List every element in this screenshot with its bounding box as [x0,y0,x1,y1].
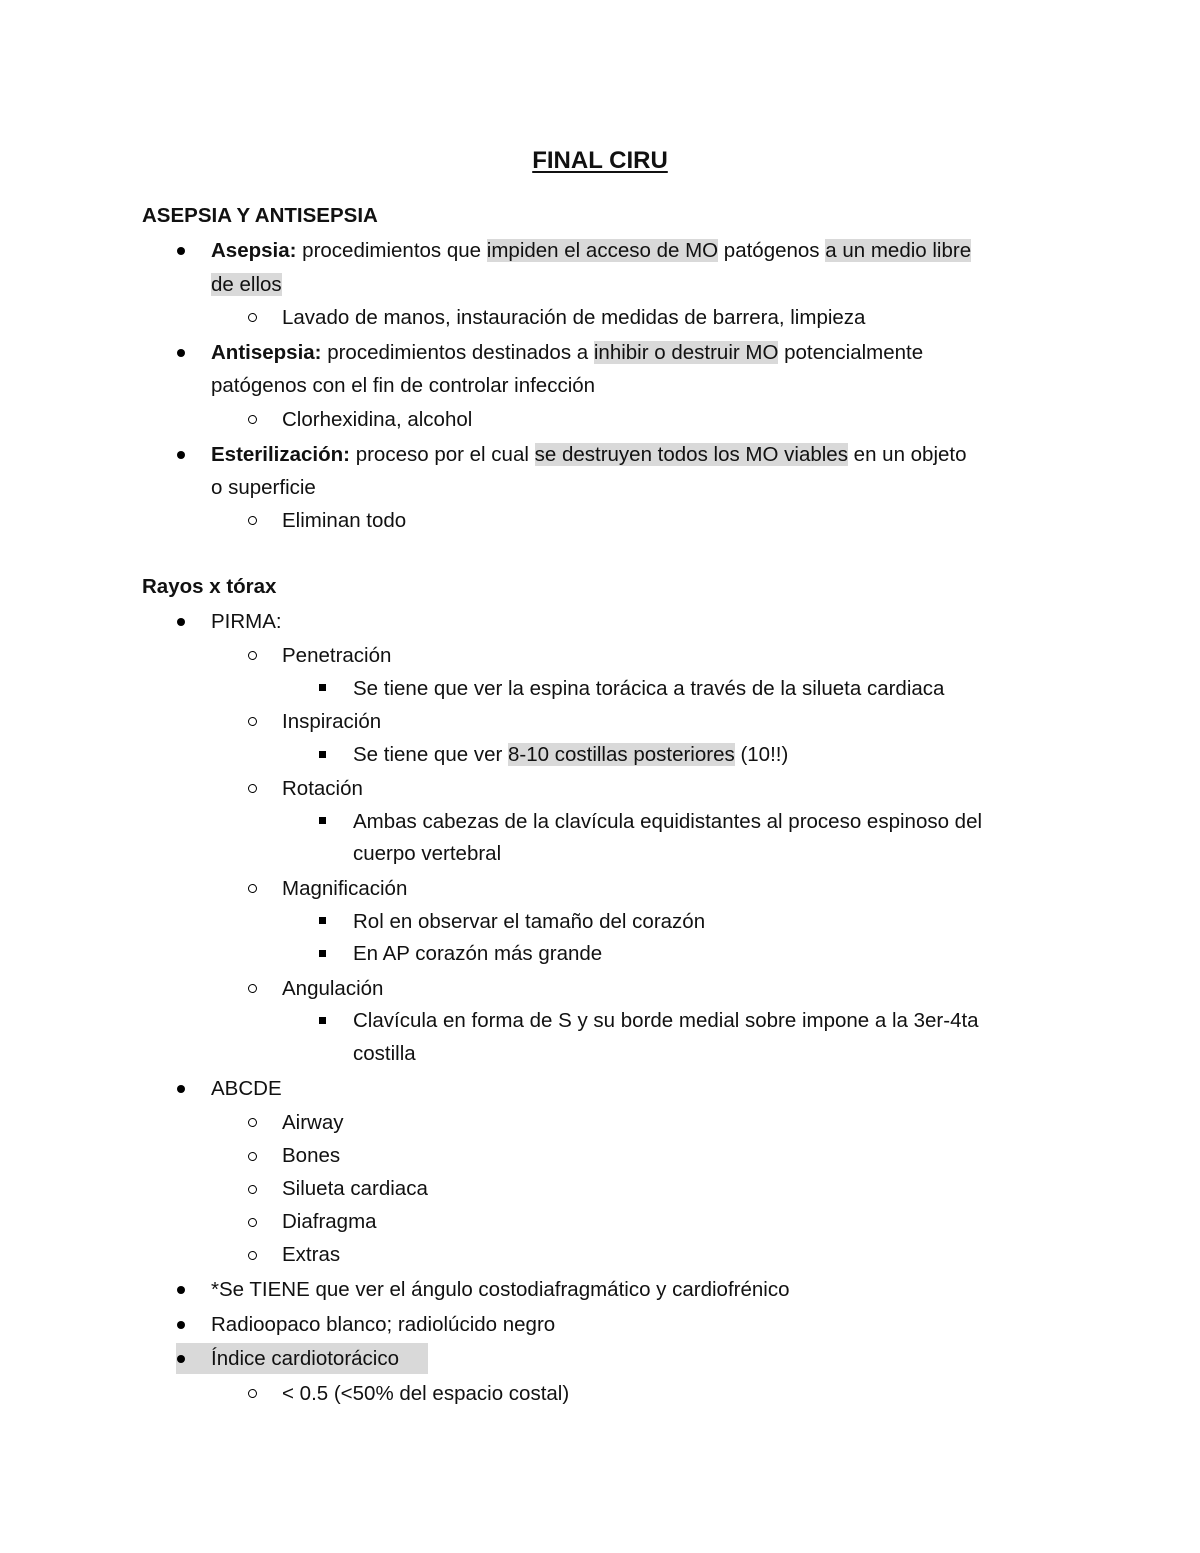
asepsia-example: Lavado de manos, instauración de medidas de barrera, limpieza [282,306,866,329]
pirma-angulacion-detail-line2: costilla [353,1042,416,1065]
circle-bullet-icon [248,1389,257,1398]
abcde-item: Silueta cardiaca [282,1177,428,1200]
circle-bullet-icon [248,1218,257,1227]
circle-bullet-icon [248,784,257,793]
term-esterilizacion: Esterilización: [211,443,350,466]
section-heading-rayos: Rayos x tórax [142,575,277,598]
antisepsia-example: Clorhexidina, alcohol [282,408,473,431]
bullet-icon [177,247,185,255]
pirma-inspiracion: Inspiración [282,710,382,733]
circle-bullet-icon [248,415,257,424]
pirma-penetracion-detail: Se tiene que ver la espina torácica a través de la silueta cardiaca [353,677,945,700]
pirma-rotacion: Rotación [282,777,363,800]
square-bullet-icon [319,950,326,957]
circle-bullet-icon [248,516,257,525]
circle-bullet-icon [248,1152,257,1161]
abcde-item: Diafragma [282,1210,377,1233]
circle-bullet-icon [248,1251,257,1260]
antisepsia-definition-line2: patógenos con el fin de controlar infección [211,374,596,397]
square-bullet-icon [319,1017,326,1024]
asepsia-definition-line1: Asepsia: procedimientos que impiden el acceso de MO patógenos a un medio libre [211,239,972,262]
term-asepsia: Asepsia: [211,239,297,262]
angulo-note: *Se TIENE que ver el ángulo costodiafragmático y cardiofrénico [211,1278,790,1301]
abcde-item: Airway [282,1111,344,1134]
pirma-inspiracion-detail: Se tiene que ver 8-10 costillas posteriores (10!!) [353,743,789,766]
term-antisepsia: Antisepsia: [211,341,322,364]
bullet-icon [177,1286,185,1294]
highlight: a un medio libre [825,239,972,262]
highlight: 8-10 costillas posteriores [508,743,735,766]
esterilizacion-definition-line2: o superficie [211,476,316,499]
pirma-rotacion-detail-line1: Ambas cabezas de la clavícula equidistantes al proceso espinoso del [353,810,983,833]
pirma-penetracion: Penetración [282,644,392,667]
antisepsia-definition-line1: Antisepsia: procedimientos destinados a inhibir o destruir MO potencialmente [211,341,924,364]
indice-label: Índice cardiotorácico [211,1347,400,1370]
circle-bullet-icon [248,884,257,893]
square-bullet-icon [319,917,326,924]
esterilizacion-example: Eliminan todo [282,509,407,532]
esterilizacion-definition-line1: Esterilización: proceso por el cual se destruyen todos los MO viables en un objeto [211,443,967,466]
square-bullet-icon [319,817,326,824]
page-title: FINAL CIRU [532,147,668,174]
bullet-icon [177,1321,185,1329]
pirma-angulacion: Angulación [282,977,384,1000]
highlight: se destruyen todos los MO viables [534,443,848,466]
pirma-magnificacion: Magnificación [282,877,408,900]
highlight: de ellos [211,273,282,296]
circle-bullet-icon [248,1185,257,1194]
square-bullet-icon [319,684,326,691]
circle-bullet-icon [248,651,257,660]
square-bullet-icon [319,751,326,758]
pirma-angulacion-detail-line1: Clavícula en forma de S y su borde medial sobre impone a la 3er-4ta [353,1009,979,1032]
circle-bullet-icon [248,313,257,322]
abcde-item: Bones [282,1144,341,1167]
asepsia-definition-line2 [211,272,282,298]
bullet-icon [177,618,185,626]
section-heading-asepsia: ASEPSIA Y ANTISEPSIA [142,204,378,227]
highlight: impiden el acceso de MO [486,239,719,262]
indice-detail: < 0.5 (<50% del espacio costal) [282,1382,570,1405]
pirma-rotacion-detail-line2: cuerpo vertebral [353,842,502,865]
bullet-icon [177,1085,185,1093]
bullet-icon [177,451,185,459]
bullet-icon [177,1355,185,1363]
radio-note: Radioopaco blanco; radiolúcido negro [211,1313,556,1336]
abcde-item: Extras [282,1243,341,1266]
abcde-label: ABCDE [211,1077,282,1100]
circle-bullet-icon [248,717,257,726]
pirma-magnificacion-detail-1: Rol en observar el tamaño del corazón [353,910,706,933]
bullet-icon [177,349,185,357]
highlight: inhibir o destruir MO [593,341,779,364]
circle-bullet-icon [248,1118,257,1127]
circle-bullet-icon [248,984,257,993]
pirma-magnificacion-detail-2: En AP corazón más grande [353,942,603,965]
pirma-label: PIRMA: [211,610,282,633]
